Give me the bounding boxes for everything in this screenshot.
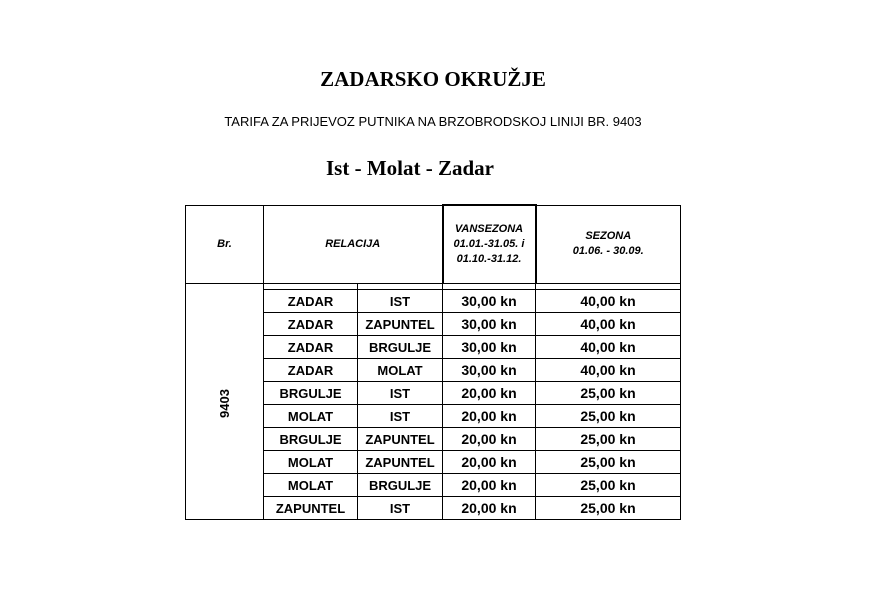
from-cell: ZADAR xyxy=(264,313,358,336)
to-cell: ZAPUNTEL xyxy=(358,313,443,336)
to-cell: ZAPUNTEL xyxy=(358,428,443,451)
off-season-price-cell: 30,00 kn xyxy=(443,336,536,359)
season-price-cell: 40,00 kn xyxy=(536,290,681,313)
from-cell: MOLAT xyxy=(264,405,358,428)
header-off-season-title: VANSEZONA xyxy=(454,223,524,235)
header-off-season-dates-2: 01.10.-31.12. xyxy=(456,253,522,265)
from-cell: ZADAR xyxy=(264,359,358,382)
off-season-price-cell: 20,00 kn xyxy=(443,428,536,451)
to-cell: IST xyxy=(358,497,443,520)
header-season-title: SEZONA xyxy=(585,230,632,243)
season-price-cell: 25,00 kn xyxy=(536,451,681,474)
from-cell: MOLAT xyxy=(264,451,358,474)
off-season-price-cell: 30,00 kn xyxy=(443,313,536,336)
to-cell: ZAPUNTEL xyxy=(358,451,443,474)
season-price-cell: 25,00 kn xyxy=(536,405,681,428)
from-cell: BRGULJE xyxy=(264,382,358,405)
table-header-row xyxy=(186,205,681,284)
to-cell: BRGULJE xyxy=(358,474,443,497)
route-name: Ist - Molat - Zadar xyxy=(326,156,494,180)
to-cell: MOLAT xyxy=(358,359,443,382)
header-number: Br. xyxy=(186,205,264,284)
from-cell: MOLAT xyxy=(264,474,358,497)
season-price-cell: 40,00 kn xyxy=(536,313,681,336)
header-off-season-dates-1: 01.01.-31.05. i xyxy=(453,238,525,250)
line-number: 9403 xyxy=(216,389,232,419)
to-cell: IST xyxy=(358,382,443,405)
off-season-price-cell: 20,00 kn xyxy=(443,497,536,520)
header-off-season xyxy=(443,205,536,284)
to-cell: BRGULJE xyxy=(358,336,443,359)
document-subtitle: TARIFA ZA PRIJEVOZ PUTNIKA NA BRZOBRODSKOJ LINIJI BR. 9403 xyxy=(224,114,642,129)
from-cell: BRGULJE xyxy=(264,428,358,451)
from-cell: ZAPUNTEL xyxy=(264,497,358,520)
document-title: ZADARSKO OKRUŽJE xyxy=(320,67,546,91)
off-season-price-cell: 20,00 kn xyxy=(443,382,536,405)
off-season-price-cell: 20,00 kn xyxy=(443,451,536,474)
tariff-table xyxy=(185,204,681,520)
season-price-cell: 25,00 kn xyxy=(536,428,681,451)
off-season-price-cell: 20,00 kn xyxy=(443,405,536,428)
from-cell: ZADAR xyxy=(264,290,358,313)
season-price-cell: 40,00 kn xyxy=(536,336,681,359)
season-price-cell: 25,00 kn xyxy=(536,382,681,405)
header-relation: RELACIJA xyxy=(264,205,443,284)
off-season-price-cell: 30,00 kn xyxy=(443,290,536,313)
from-cell: ZADAR xyxy=(264,336,358,359)
line-number-cell xyxy=(186,290,264,520)
off-season-price-cell: 30,00 kn xyxy=(443,359,536,382)
off-season-price-cell: 20,00 kn xyxy=(443,474,536,497)
header-season-dates: 01.06. - 30.09. xyxy=(572,245,644,258)
season-price-cell: 25,00 kn xyxy=(536,474,681,497)
to-cell: IST xyxy=(358,405,443,428)
table-row xyxy=(186,290,681,313)
season-price-cell: 40,00 kn xyxy=(536,359,681,382)
season-price-cell: 25,00 kn xyxy=(536,497,681,520)
to-cell: IST xyxy=(358,290,443,313)
header-season xyxy=(536,205,681,284)
